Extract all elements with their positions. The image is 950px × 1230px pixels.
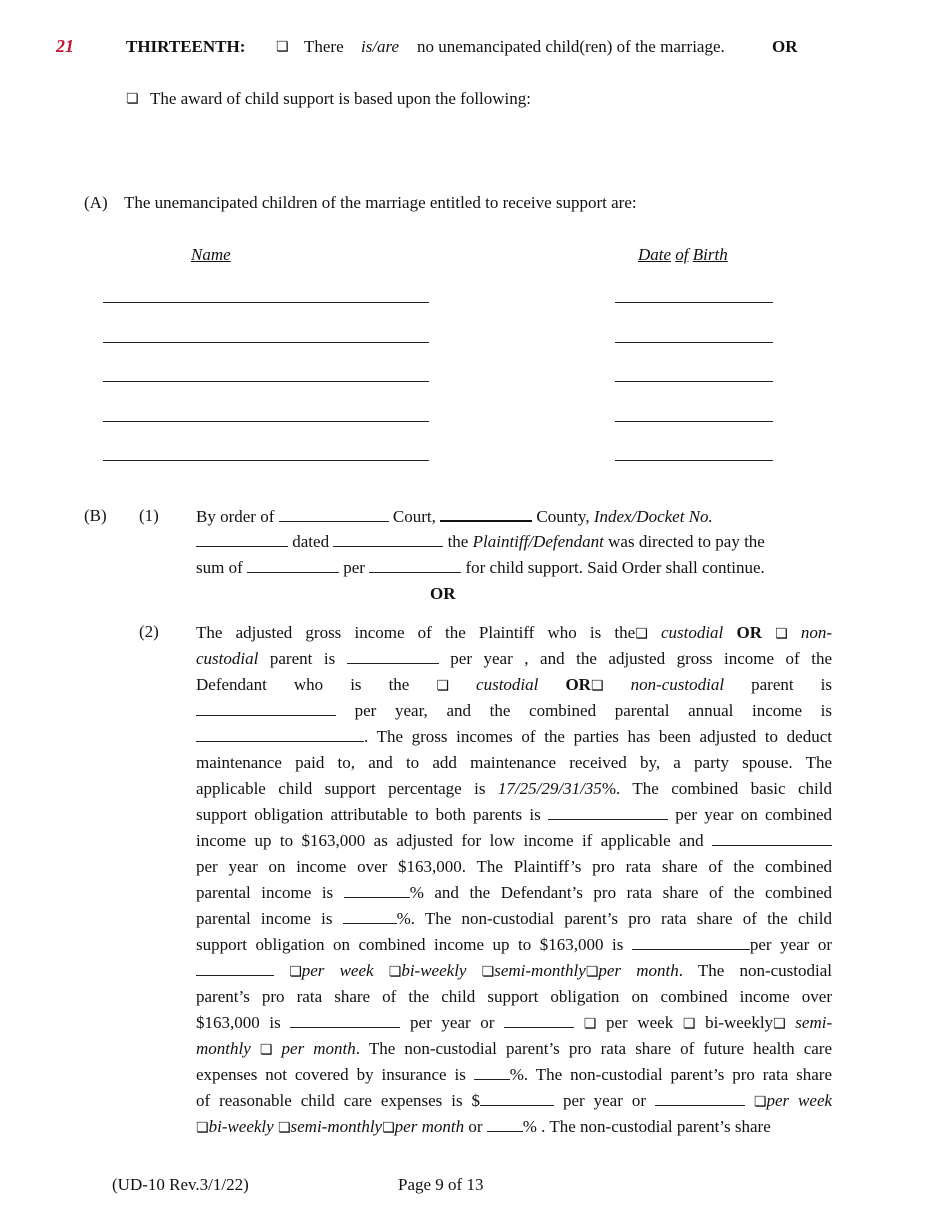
p-or-2: OR [565,675,591,694]
p-r7b: %. The combined basic child [601,779,832,798]
p-row-1 [196,620,832,646]
checkbox-per-week-2[interactable]: ❏ [583,1016,597,1032]
p-row-19 [196,1088,832,1114]
checkbox-bi-weekly-2[interactable]: ❏ [682,1016,696,1032]
checkbox-bi-weekly-1[interactable]: ❏ [388,964,402,980]
checkbox-per-month-3[interactable]: ❏ [382,1120,395,1136]
or-between-options: OR [430,584,456,603]
p-row-18 [196,1062,832,1088]
plaintiff-share-blank[interactable] [344,883,410,898]
s1-dated: dated [292,532,330,551]
p-row-16 [196,1010,832,1036]
child-name-line-1[interactable] [103,302,429,303]
p-row-2 [196,646,832,672]
or-header: OR [772,37,798,56]
checkbox-defendant-noncustodial[interactable]: ❏ [590,678,604,694]
p-r12b: %. The non-custodial parent’s pro rata share of the child [396,909,832,928]
p-bi-weekly-2: bi-weekly [705,1013,774,1032]
p-r17b: . The non-custodial parent’s pro rata share of future health care [355,1039,833,1058]
checkbox-per-week-1[interactable]: ❏ [289,964,302,980]
p-r19a: of reasonable child care expenses is $ [196,1091,481,1110]
p-r2b: parent is [269,649,336,668]
section-b-label: (B) [84,506,107,525]
s1-per: per [343,558,365,577]
p-custodial-2: custodial [476,675,539,694]
child-dob-line-5[interactable] [615,460,773,461]
p-per-month-3: per month [394,1117,465,1136]
p-r7pct: 17/25/29/31/35 [497,779,602,798]
court-name-blank[interactable] [279,507,389,522]
checkbox-no-children[interactable]: ❏ [276,39,289,55]
health-care-share-blank[interactable] [474,1065,510,1080]
child-care-amount-blank[interactable] [480,1091,554,1106]
child-name-line-5[interactable] [103,460,429,461]
checkbox-per-month-2[interactable]: ❏ [259,1042,273,1058]
checkbox-semi-monthly-3[interactable]: ❏ [277,1120,291,1136]
child-name-line-4[interactable] [103,421,429,422]
child-dob-line-1[interactable] [615,302,773,303]
defendant-income-blank[interactable] [196,701,336,716]
section-a-label: (A) [84,193,108,212]
checkbox-defendant-custodial[interactable]: ❏ [436,678,449,694]
child-name-line-2[interactable] [103,342,429,343]
p-row-14 [196,958,832,984]
sub1-label: (1) [139,506,159,525]
p-r10: per year on income over $163,000. The Plaintiff’s pro rata share of the combined [196,857,832,876]
basic-obligation-blank[interactable] [548,805,668,820]
p-per-month-2: per month [281,1039,356,1058]
p-custodial-1: custodial [660,623,724,642]
p-r6: maintenance paid to, and to add maintenance received by, a party spouse. The [196,753,832,772]
s1-plaintiff-defendant: Plaintiff/Defendant [472,532,604,551]
p-r13b: per year or [749,935,833,954]
plaintiff-income-blank[interactable] [347,649,439,664]
p-row-6 [196,750,832,776]
section-a-text: The unemancipated children of the marriage entitled to receive support are: [124,193,637,212]
award-line: The award of child support is based upon the following: [150,89,532,108]
s1-court: Court, [392,507,436,526]
child-dob-line-4[interactable] [615,421,773,422]
p-or-1: OR [736,623,762,642]
noncustodial-share-blank[interactable] [632,935,750,950]
sum-blank[interactable] [247,558,339,573]
sub1-line-3 [196,558,765,578]
p-bi-weekly-1: bi-weekly [401,961,467,980]
checkbox-semi-monthly-2[interactable]: ❏ [773,1016,786,1032]
over-cap-share-blank[interactable] [290,1013,400,1028]
p-semi-monthly-3: semi-monthly [290,1117,383,1136]
county-blank[interactable] [440,506,532,522]
p-row-17 [196,1036,832,1062]
s1-index: Index/Docket No. [593,507,713,526]
p-r16b: per year or [410,1013,495,1032]
p-per-week-2: per week [605,1013,674,1032]
p-per-week-3: per week [766,1091,833,1110]
checkbox-bi-weekly-3[interactable]: ❏ [196,1120,209,1136]
p-r13a: support obligation on combined income up to $163,000 is [196,935,624,954]
p-r20c: % . The non-custodial parent’s share [522,1117,771,1136]
p-r2c: per year , and the adjusted gross income of the [450,649,833,668]
p-r18b: %. The non-custodial parent’s pro rata share [509,1065,833,1084]
p-r8b: per year on combined [675,805,833,824]
p-row-11 [196,880,832,906]
sub1-line-2 [196,532,765,552]
p-row-7 [196,776,832,802]
p-r12a: parental income is [196,909,333,928]
p-r3a: Defendant who is the [196,675,410,694]
checkbox-award[interactable]: ❏ [126,91,139,107]
p-r11a: parental income is [196,883,334,902]
p-semi: semi- [795,1013,833,1032]
p-row-12 [196,906,832,932]
p-r2a: custodial [196,649,259,668]
combined-income-blank[interactable] [196,727,364,742]
periodic-amount-blank-2[interactable] [504,1013,574,1028]
dob-word-date: Date [638,245,672,264]
p-bi-weekly-3: bi-weekly [208,1117,274,1136]
defendant-share-blank[interactable] [343,909,397,924]
p-monthly: monthly [196,1039,251,1058]
p-row-20 [196,1114,832,1140]
child-dob-line-2[interactable] [615,342,773,343]
child-name-line-3[interactable] [103,381,429,382]
p-r8a: support obligation attributable to both parents is [196,805,541,824]
child-care-percent-blank[interactable] [487,1117,523,1132]
p-row-5 [196,724,832,750]
p-r5a: . The gross incomes of the parties has been adjusted to deduct [364,727,832,746]
order-date-blank[interactable] [333,532,443,547]
is-are-text: is/are [361,37,400,56]
dob-word-of: of [675,245,689,264]
sub2-paragraph [196,620,832,1140]
checkbox-per-week-3[interactable]: ❏ [753,1094,767,1110]
periodic-amount-blank-1[interactable] [196,961,274,976]
child-dob-line-3[interactable] [615,381,773,382]
index-number-blank[interactable] [196,532,288,547]
dob-column-header [638,245,728,265]
p-per-week-1: per week [301,961,374,980]
p-per-month-1: per month [598,961,679,980]
p-row-15 [196,984,832,1010]
footer-page-number: Page 9 of 13 [398,1175,484,1194]
frequency-blank[interactable] [369,558,461,573]
over-cap-obligation-blank[interactable] [712,831,832,846]
s1-county: County, [536,507,590,526]
footer-form-id: (UD-10 Rev.3/1/22) [112,1175,249,1194]
p-row-9 [196,828,832,854]
there-text: There [304,37,344,56]
heading-thirteenth: THIRTEENTH: [126,37,246,56]
checkbox-per-month-1[interactable]: ❏ [585,964,599,980]
child-care-periodic-blank[interactable] [655,1091,745,1106]
p-r20b: or [468,1117,483,1136]
s1-the: the [447,532,469,551]
p-noncustodial-1: non-custodial [630,675,725,694]
s1-directed: was directed to pay the [608,532,765,551]
dob-word-birth: Birth [692,245,728,264]
s1-by-order: By order of [196,507,275,526]
p-semi-monthly-1: semi-monthly [494,961,586,980]
no-children-text: no unemancipated child(ren) of the marriage. [417,37,725,56]
item-number: 21 [56,36,74,56]
sub1-line-1 [196,506,713,527]
p-r15: parent’s pro rata share of the child support obligation on combined income over [196,987,832,1006]
p-r7a: applicable child support percentage is [196,779,486,798]
p-r4a: per year, [354,701,428,720]
p-row-10 [196,854,832,880]
sub2-label: (2) [139,622,159,641]
p-non: non- [800,623,833,642]
p-r9a: income up to $163,000 as adjusted for low income if applicable and [196,831,704,850]
p-row-4 [196,698,832,724]
p-r14b: . The non-custodial [678,961,833,980]
p-r19b: per year or [562,1091,646,1110]
p-r11b: % and the Defendant’s pro rata share of the combined [409,883,832,902]
checkbox-plaintiff-noncustodial[interactable]: ❏ [775,626,788,642]
p-row-13 [196,932,832,958]
p-row-8 [196,802,832,828]
p-parent-is: parent is [751,675,833,694]
p-r16a: $163,000 is [196,1013,281,1032]
p-row-3 [196,672,832,698]
p-r18a: expenses not covered by insurance is [196,1065,466,1084]
name-column-header: Name [191,245,231,264]
s1-sum: sum of [196,558,243,577]
p-r1a: The adjusted gross income of the Plaintiff who is the [196,623,636,642]
s1-for: for child support. Said Order shall continue. [465,558,765,577]
checkbox-plaintiff-custodial[interactable]: ❏ [635,626,648,642]
p-r4b: and the combined parental annual income is [446,701,833,720]
checkbox-semi-monthly-1[interactable]: ❏ [481,964,495,980]
